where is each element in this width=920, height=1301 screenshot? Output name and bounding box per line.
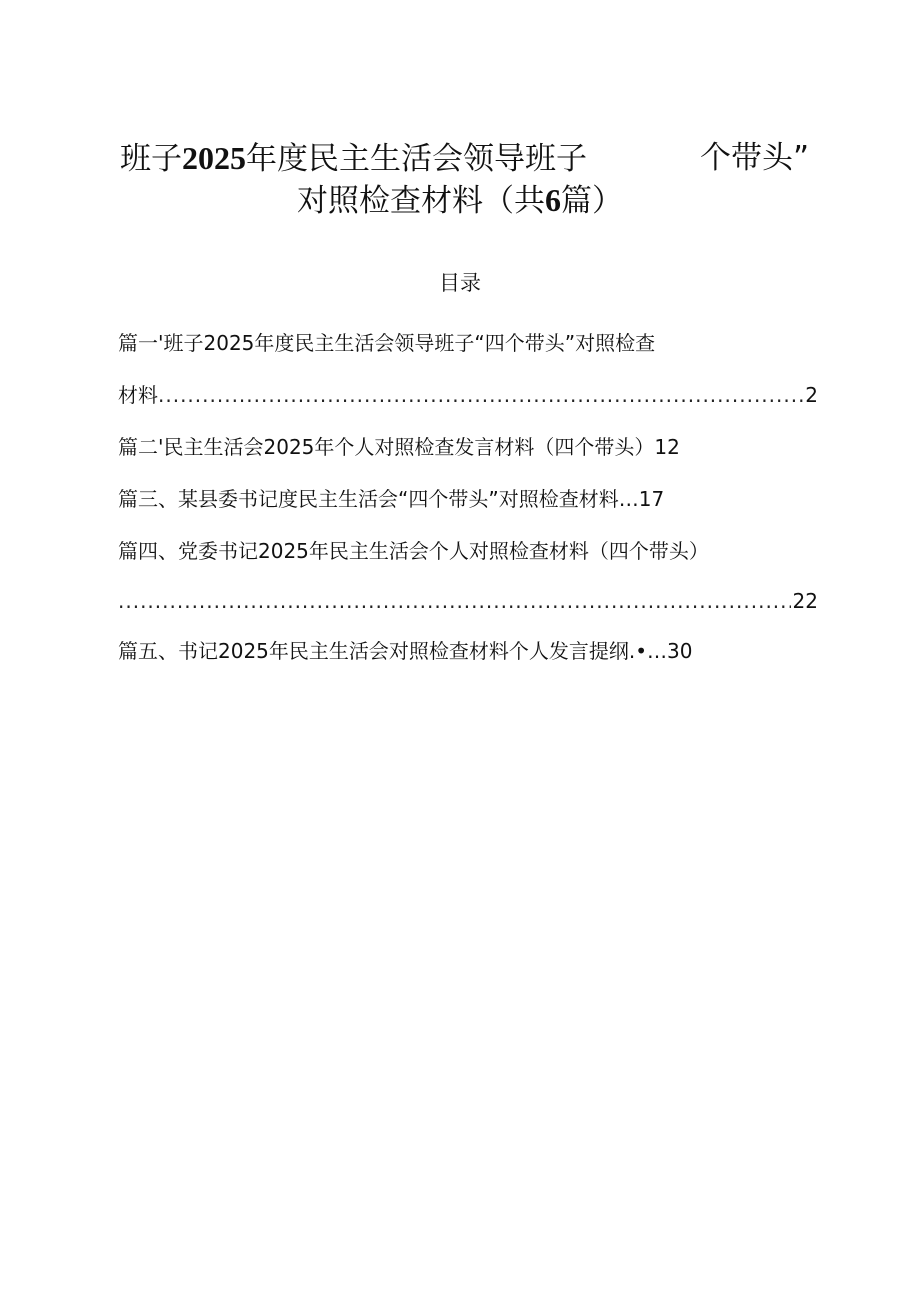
dot-leader <box>158 380 803 410</box>
document-title-line2: 对照检查材料（共6篇） <box>297 182 623 219</box>
toc-entry-1-page: 2 <box>805 383 818 407</box>
toc-entry-4-line1[interactable]: 篇四、党委书记2025年民主生活会个人对照检查材料（四个带头） <box>118 539 709 563</box>
title-part2: 个带头” <box>700 140 810 176</box>
toc-entry-1-line1[interactable]: 篇一'班子2025年度民主生活会领导班子“四个带头”对照检查 <box>118 331 656 355</box>
title-part1: 班子2025年度民主生活会领导班子 <box>120 140 587 177</box>
toc-entry-4-page: 22 <box>792 589 818 613</box>
toc-entry-4-line2[interactable] <box>118 586 818 616</box>
dot-leader <box>118 586 791 616</box>
toc-entry-3[interactable]: 篇三、某县委书记度民主生活会“四个带头”对照检查材料…17 <box>118 487 665 511</box>
toc-entry-1-tail: 材料 <box>118 383 158 407</box>
toc-entry-5[interactable]: 篇五、书记2025年民主生活会对照检查材料个人发言提纲.•…30 <box>118 639 693 663</box>
toc-entry-2[interactable]: 篇二'民主生活会2025年个人对照检查发言材料（四个带头）12 <box>118 435 680 459</box>
toc-entry-1-line2[interactable] <box>118 380 818 410</box>
toc-heading: 目录 <box>439 271 481 295</box>
